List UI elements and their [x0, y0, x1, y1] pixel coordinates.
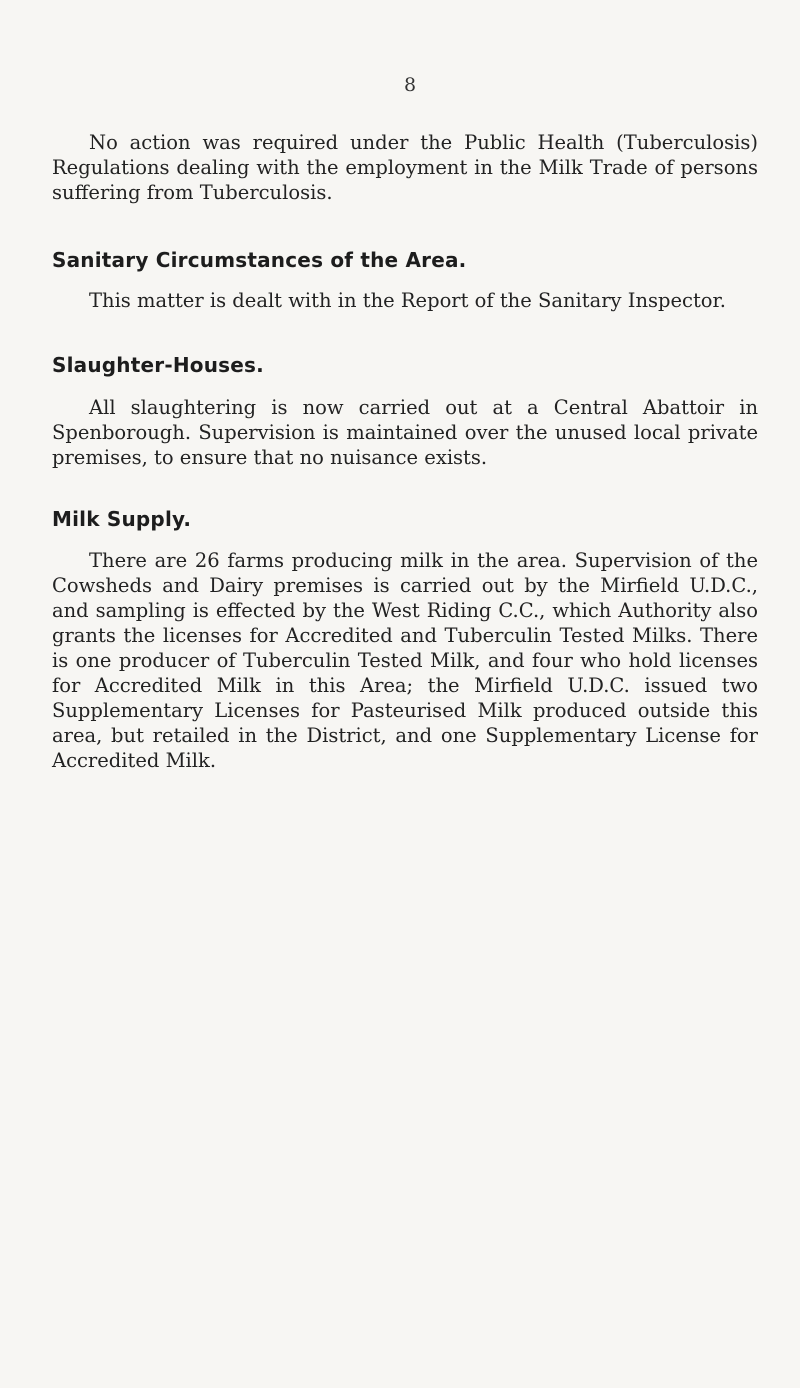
section-heading-slaughter-houses: Slaughter-Houses. [52, 353, 264, 377]
milk-supply-paragraph: There are 26 farms producing milk in the area. Supervision of the Cowsheds and Dairy premises is carried out by the Mirfield U.D.C., and sampling is effected by the West Riding C.C., which Authority also grants the licenses for Accredited and Tuberculin Tested Milks. There is one producer of Tuberculin Tested Milk, and four who hold licenses for Accredited Milk in this Area; the Mirfield U.D.C. issued two Supplementary Licenses for Pasteurised Milk produced outside this area, but retailed in the District, and one Supplementary License for Accredited Milk. [52, 549, 758, 772]
page-number: 8 [403, 74, 417, 96]
section-heading-sanitary-circumstances: Sanitary Circumstances of the Area. [52, 248, 467, 272]
section-heading-milk-supply: Milk Supply. [52, 507, 192, 531]
slaughter-houses-paragraph: All slaughtering is now carried out at a Central Abattoir in Spenborough. Supervision is maintained over the unused local private premises, to ensure that no nuisance exists. [52, 396, 758, 469]
tuberculosis-regulations-paragraph: No action was required under the Public Health (Tuberculosis) Regulations dealing with the employment in the Milk Trade of persons suffering from Tuberculosis. [52, 131, 758, 204]
sanitary-circumstances-paragraph: This matter is dealt with in the Report of the Sanitary Inspector. [89, 289, 726, 312]
